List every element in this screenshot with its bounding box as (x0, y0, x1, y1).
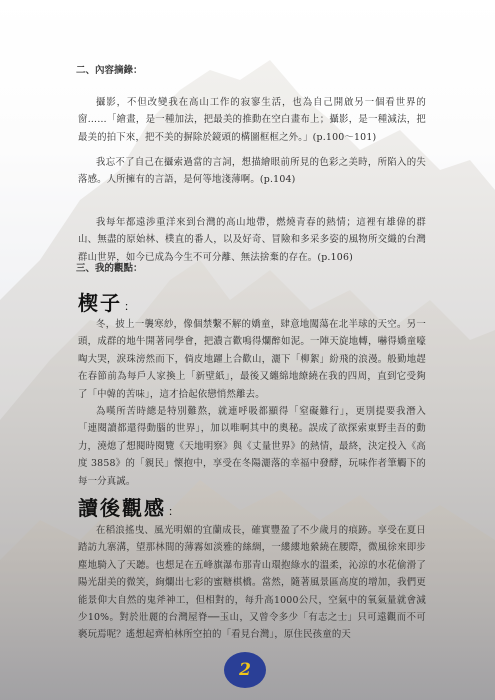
viewpoint-paragraph-2: 為嘆所苦時總是特別難熬，就連呼吸都顯得「窒礙難行」，更別提要我潛入「連閱讀都還得動腦的世界」，加以唯啊其中的奧秘。誤成了欲探索東野圭吾的動力，澆熄了想閱時閱覽《天地明察》與《丈量世界》的熱情，最終，決定投入《高度 3858》的「親民」懷抱中，享受在冬陽灑落的幸福中發酵，玩味作者筆觸下的每一分真誠。 (78, 406, 426, 487)
quote-paragraph-3: 我每年都遠渉重洋來到台灣的高山地帶，燃燒青春的熱情；這裡有雄偉的群山、無盡的原始林、樸直的番人，以及好奇、冒險和多采多姿的風物所交織的台灣群山世界，如今已成為今生不可分離、無法捨棄的存在。(p.106) (78, 217, 426, 263)
quote-paragraph-2: 我忘不了自己在攝索過當的言詞，想描繪眼前所見的色彩之美時，所陷入的失落感。人所擁有的言語，是何等地淺薄啊。(p.104) (78, 157, 426, 186)
reflection-paragraph: 在稻浪搖曳、風光明媚的宜蘭成長，確實豐盈了不少歲月的痕跡。享受在夏日踏訪九寨溝，望那林間的薄霧如淡雅的絲綢，一縷縷地縈繞在腰際，微風徐來即步塵地騎入了天聽。也想足在五峰旗瀑布那青山環抱綠水的溫柔，沁涼的水花偷滑了陽光甜美的微笑，絢爛出七彩的蜜糖棋橋。當然，隨著風景區高度的增加，我們更能景仰大自然的鬼斧神工，但相對的，每升高1000公尺，空氣中的氧氣量就會減少10%。對於壯麗的台灣屋脊──玉山，又曾令多少「有志之士」只可遠觀而不可褻玩焉呢？遙想起齊柏林所空拍的「看見台灣」，原住民孩童的天 (78, 525, 426, 641)
page-number: 2 (239, 660, 251, 680)
title-prologue-text: 楔子 (78, 291, 122, 315)
section-heading-summary: 二、內容摘錄： (76, 65, 143, 76)
page-number-badge (224, 652, 266, 688)
quote-paragraph-1: 攝影，不但改變我在高山工作的寂寥生活，也為自己開啟另一個看世界的窗……「繪畫，是一種加法，把最美的推動在空白畫布上；攝影，是一種減法，把最美的拍下來，把不美的摒除於鏡頭的構圖框框之外。」(p.100～101) (78, 97, 426, 143)
viewpoint-paragraph-1: 冬，披上一襲寒紗，像個禁繫不解的嬌童，肆意地闖蕩在北半球的天空。另一頭，成群的地牛開著同學會，把濃言歡鳴得爛醉如泥。一陣天旋地轉，嚇得嬌童嚎啕大哭，淚珠滂然而下，倘皮地躍上合歡山，灑下「柳絮」紛飛的浪漫。般勤地趕在春節前為每戶人家換上「新壁紙」，最後又纏綿地繚繞在我的四周，直到它受夠了「中韓的苦味」，這才拾起依戀悄然離去。 (78, 319, 426, 400)
section-heading-viewpoint: 三、我的觀點： (76, 263, 143, 274)
title-reflection-text: 讀後觀感 (78, 496, 166, 520)
title-reflection-colon: ： (168, 505, 181, 518)
title-prologue (78, 287, 137, 316)
title-prologue-colon: ： (124, 300, 137, 313)
title-reflection (78, 492, 181, 521)
